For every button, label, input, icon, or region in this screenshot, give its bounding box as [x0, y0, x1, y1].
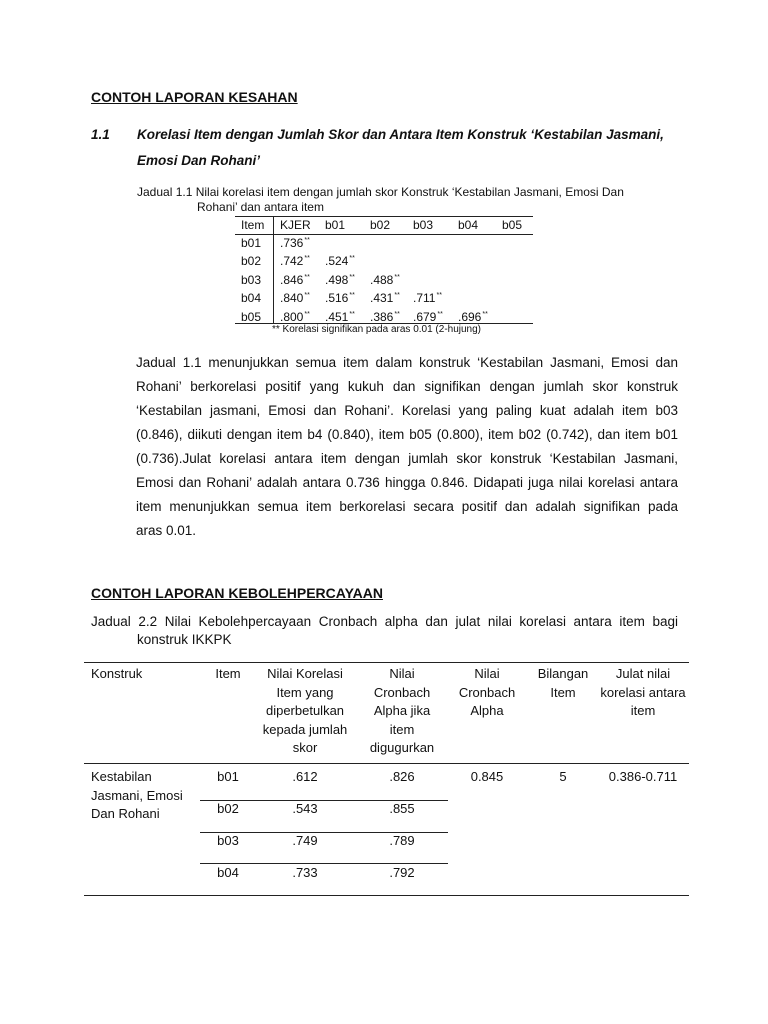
table1-row-label: b04 [241, 291, 262, 306]
table1-correlation-cell [370, 310, 400, 324]
table2-header-alpha-if-deleted: Nilai Cronbach Alpha jika item digugurkan [369, 666, 435, 755]
table2-bottom-rule [84, 895, 689, 896]
table1-correlation-cell [325, 254, 355, 268]
table2-alpha-if-deleted-cell: .792 [389, 865, 415, 880]
table2-top-rule [84, 662, 689, 663]
table1-correlation-cell [280, 310, 310, 324]
table1-row-label: b01 [241, 236, 262, 250]
significance-mark: ** [304, 292, 310, 300]
table2-alpha-if-deleted-cell: .789 [389, 833, 415, 848]
significance-mark: ** [436, 292, 442, 300]
table2-header-corrected-correlation: Nilai Korelasi Item yang diperbetulkan kepada jumlah skor [262, 666, 348, 755]
table1-correlation-value: .386 [370, 309, 394, 324]
table2-item-count-value: 5 [559, 769, 567, 784]
significance-mark: ** [304, 310, 310, 318]
table1-header-b05: b05 [502, 218, 523, 232]
table1-correlation-cell [280, 254, 310, 268]
table1-correlation-value: .846 [280, 272, 304, 287]
significance-mark: ** [394, 273, 400, 281]
table1-caption-line1: Jadual 1.1 Nilai korelasi item dengan jumlah skor Konstruk ‘Kestabilan Jasmani, Emosi Dan [137, 185, 624, 199]
table1-caption-line2: Rohani’ dan antara item [197, 200, 324, 214]
significance-mark: ** [304, 255, 310, 263]
significance-mark: ** [304, 273, 310, 281]
table1-correlation-cell [370, 273, 400, 287]
significance-mark: ** [437, 310, 443, 318]
significance-mark: ** [304, 237, 310, 244]
table1-significance-note: ** Korelasi signifikan pada aras 0.01 (2-hujung) [272, 324, 482, 335]
section-title-line2: Emosi Dan Rohani’ [137, 153, 261, 168]
table2-row-separator [200, 863, 448, 864]
table2-item-cell: b04 [217, 865, 239, 880]
table1-correlation-value: .736 [280, 236, 304, 250]
significance-mark: ** [349, 273, 355, 281]
table2-header-item: Item [215, 666, 241, 681]
table1-correlation-value: .524 [325, 254, 349, 269]
paragraph-line: Jadual 1.1 menunjukkan semua item dalam konstruk ‘Kestabilan Jasmani, Emosi dan [136, 355, 678, 370]
table1-correlation-cell [370, 291, 400, 305]
table1-correlation-value: .696 [458, 309, 482, 324]
table1-row-label: b03 [241, 272, 262, 287]
table2-corrected-correlation-cell: .543 [292, 801, 318, 816]
table2-corrected-correlation-cell: .733 [292, 865, 318, 880]
table2-caption-line1: Jadual 2.2 Nilai Kebolehpercayaan Cronbach alpha dan julat nilai korelasi antara item bagi [91, 614, 678, 629]
table2-corrected-correlation-cell: .749 [292, 833, 318, 848]
table1-correlation-cell [280, 236, 310, 250]
table1-header-b02: b02 [370, 218, 391, 232]
table1-header-b01: b01 [325, 218, 346, 232]
paragraph-line: ‘Kestabilan jasmani, Emosi dan Rohani’. Korelasi yang paling kuat adalah item b03 [136, 403, 678, 418]
table1-header-kjer: KJER [280, 218, 311, 232]
table1-header-b03: b03 [413, 218, 434, 232]
table1-correlation-cell [325, 273, 355, 287]
reliability-report-heading: CONTOH LAPORAN KEBOLEHPERCAYAAN [91, 585, 383, 601]
table2-item-cell: b02 [217, 801, 239, 816]
section-title-line1: Korelasi Item dengan Jumlah Skor dan Antara Item Konstruk ‘Kestabilan Jasmani, [137, 127, 664, 142]
paragraph-line: (0.736).Julat korelasi antara item dengan jumlah skor konstruk ‘Kestabilan Jasmani, [136, 451, 678, 466]
table1-correlation-value: .498 [325, 272, 349, 287]
significance-mark: ** [349, 310, 355, 318]
significance-mark: ** [394, 310, 400, 318]
table2-header-item-count: Bilangan Item [537, 666, 589, 700]
table1-correlation-cell [458, 310, 488, 324]
table1-correlation-value: .431 [370, 291, 394, 306]
table1-row-label: b05 [241, 309, 262, 324]
table2-corrected-correlation-cell: .612 [292, 769, 318, 784]
table1-correlation-value: .800 [280, 309, 304, 324]
significance-mark: ** [349, 292, 355, 300]
table1-correlation-cell [280, 273, 310, 287]
table1-correlation-value: .742 [280, 254, 304, 269]
significance-mark: ** [349, 255, 355, 263]
table1-correlation-cell [325, 310, 355, 324]
table2-alpha-if-deleted-cell: .826 [389, 769, 415, 784]
table1-correlation-cell [325, 291, 355, 305]
table2-header-cronbach-alpha: Nilai Cronbach Alpha [458, 666, 516, 718]
validity-report-heading: CONTOH LAPORAN KESAHAN [91, 89, 298, 105]
table1-correlation-value: .679 [413, 309, 437, 324]
table2-item-cell: b01 [217, 769, 239, 784]
table2-header-inter-item-range: Julat nilai korelasi antara item [600, 666, 686, 718]
table2-range-value: 0.386-0.711 [608, 769, 678, 784]
paragraph-line: Emosi dan Rohani’ adalah antara 0.736 hingga 0.846. Didapati juga nilai korelasi antara [136, 475, 678, 490]
table1-correlation-value: .840 [280, 291, 304, 306]
paragraph-line: (0.846), diikuti dengan item b4 (0.840), item b05 (0.800), item b02 (0.742), dan item b01 [136, 427, 678, 442]
table2-header-rule [84, 763, 689, 764]
table2-item-cell: b03 [217, 833, 239, 848]
table2-caption-line2: konstruk IKKPK [137, 632, 232, 647]
significance-mark: ** [394, 292, 400, 300]
table1-correlation-value: .516 [325, 291, 349, 306]
table1-correlation-cell [413, 291, 442, 305]
table1-top-rule [235, 216, 533, 217]
table2-row-separator [200, 800, 448, 801]
table1-row-label: b02 [241, 254, 262, 269]
validity-summary-paragraph [136, 351, 678, 543]
significance-mark: ** [482, 310, 488, 318]
paragraph-line: item menunjukkan semua item berkorelasi secara positif dan adalah signifikan pada [136, 499, 678, 514]
paragraph-line: Rohani’ berkorelasi positif yang kukuh dan signifikan dengan jumlah skor konstruk [136, 379, 678, 394]
table2-alpha-if-deleted-cell: .855 [389, 801, 415, 816]
table1-correlation-cell [280, 291, 310, 305]
table1-header-item: Item [241, 218, 265, 232]
table1-column-divider [273, 216, 274, 323]
table1-header-rule [235, 234, 533, 235]
table1-correlation-value: .711 [413, 291, 436, 306]
table2-alpha-value: 0.845 [470, 769, 504, 784]
table1-header-b04: b04 [458, 218, 479, 232]
section-number: 1.1 [91, 127, 110, 142]
table1-correlation-value: .451 [325, 309, 349, 324]
table2-construct-name: Kestabilan Jasmani, Emosi Dan Rohani [91, 769, 183, 821]
table1-correlation-cell [413, 310, 443, 324]
paragraph-line: aras 0.01. [136, 523, 197, 538]
table1-correlation-value: .488 [370, 272, 394, 287]
table2-row-separator [200, 832, 448, 833]
table2-header-construct: Konstruk [91, 666, 143, 681]
